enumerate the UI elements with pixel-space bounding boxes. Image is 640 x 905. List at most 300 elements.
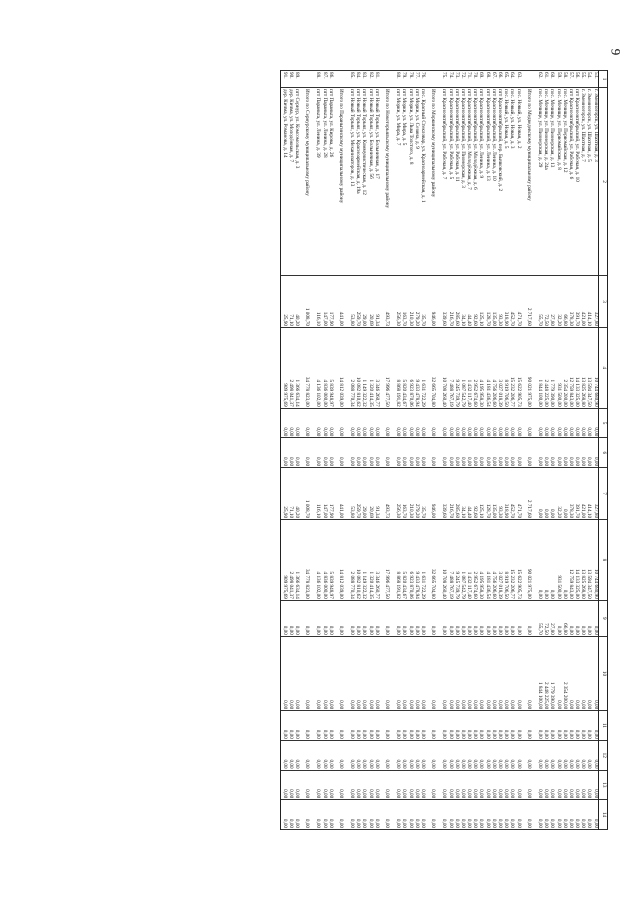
value-cell: 0,00 — [579, 600, 585, 636]
value-cell: 327,80 — [592, 468, 599, 520]
table-row — [536, 71, 542, 830]
value-cell: 1 320 414,35 — [367, 520, 373, 601]
value-cell: 0,00 — [293, 408, 299, 438]
value-cell: 0,00 — [573, 800, 579, 830]
row-number-cell: 86. — [327, 71, 333, 88]
table-row — [407, 71, 413, 830]
value-cell: 0,00 — [542, 468, 548, 520]
value-cell: 441,00 — [337, 276, 344, 328]
value-cell: 0,00 — [555, 740, 561, 770]
value-cell: 29,00 — [361, 276, 367, 328]
value-cell: 0,00 — [478, 408, 484, 438]
address-cell: пгт Краснооктябрьский, ул. Пионерская, д. 3 — [459, 88, 465, 276]
value-cell: 0,00 — [429, 711, 436, 741]
value-cell: 1 631 722,29 — [419, 328, 425, 409]
value-cell: 0,00 — [484, 408, 490, 438]
value-cell: 40,20 — [293, 276, 299, 328]
value-cell: 0,00 — [536, 740, 542, 770]
value-cell: 5 839 948,97 — [327, 520, 333, 601]
value-cell: 0,00 — [509, 438, 515, 468]
value-cell: 147,00 — [321, 276, 327, 328]
value-cell: 0,00 — [293, 740, 299, 770]
value-cell: 93,30 — [496, 276, 502, 328]
value-cell: 25,90 — [280, 276, 287, 328]
table-row — [401, 71, 407, 830]
value-cell: 0,00 — [413, 770, 419, 800]
value-cell: 0,00 — [465, 770, 471, 800]
value-cell: 0,00 — [383, 770, 390, 800]
value-cell: 1 844 100,00 — [536, 328, 542, 409]
value-cell: 414,10 — [586, 468, 592, 520]
value-cell: 0,00 — [419, 711, 425, 741]
value-cell: 0,00 — [419, 770, 425, 800]
value-cell: 0,00 — [354, 636, 360, 710]
value-cell: 0,00 — [471, 438, 477, 468]
value-cell: 0,00 — [586, 438, 592, 468]
row-number-cell: 82. — [367, 71, 373, 88]
value-cell: 0,00 — [367, 636, 373, 710]
district-total-row — [337, 71, 344, 830]
column-header-6: 6 — [599, 438, 608, 468]
value-cell: 0,00 — [502, 600, 508, 636]
value-cell: 0,00 — [542, 408, 548, 438]
value-cell: 0,00 — [394, 740, 400, 770]
value-cell: 0,00 — [536, 770, 542, 800]
value-cell: 0,00 — [490, 740, 496, 770]
value-cell: 5 839 948,97 — [327, 328, 333, 409]
value-cell: 0,00 — [315, 770, 321, 800]
value-cell: 216,70 — [447, 468, 453, 520]
value-cell: 0,00 — [348, 800, 354, 830]
table-row — [447, 71, 453, 830]
value-cell: 0,00 — [401, 636, 407, 710]
value-cell: 0,00 — [361, 438, 367, 468]
address-cell: пгт Морки, ул. Льва Толстого, д. 8 — [407, 88, 413, 276]
value-cell: 3 346 260,77 — [373, 328, 379, 409]
header-row — [599, 71, 608, 830]
value-cell: 71,10 — [287, 468, 293, 520]
value-cell: 0,00 — [429, 800, 436, 830]
row-number-cell: 78. — [407, 71, 413, 88]
value-cell: 0,00 — [287, 600, 293, 636]
column-header-3: 3 — [599, 276, 608, 328]
value-cell: 0,00 — [459, 408, 465, 438]
value-cell: 7 488 767,19 — [447, 520, 453, 601]
value-cell: 0,00 — [383, 438, 390, 468]
value-cell: 0,00 — [337, 438, 344, 468]
value-cell: 0,00 — [441, 600, 447, 636]
table-row — [542, 71, 548, 830]
value-cell: 0,00 — [478, 438, 484, 468]
value-cell: 493,73 — [383, 276, 390, 328]
value-cell: 909 975,69 — [280, 328, 287, 409]
value-cell: 0,00 — [419, 600, 425, 636]
row-number-cell: 72. — [459, 71, 465, 88]
value-cell: 0,00 — [586, 711, 592, 741]
value-cell: 0,00 — [496, 711, 502, 741]
value-cell: 0,00 — [496, 438, 502, 468]
value-cell: 0,00 — [459, 600, 465, 636]
value-cell: 0,00 — [361, 770, 367, 800]
value-cell: 0,00 — [419, 800, 425, 830]
address-cell: пос. Мочище, ул. Пионерская, д. 13 — [549, 88, 555, 276]
value-cell: 91,34 — [373, 468, 379, 520]
value-cell: 0,00 — [327, 600, 333, 636]
address-cell: пгт Новый Торъял, ул. Коммунистическая, д. 12 — [361, 88, 367, 276]
value-cell: 0,00 — [502, 800, 508, 830]
value-cell: 8 868 191,82 — [394, 520, 400, 601]
spacer-row — [437, 71, 441, 830]
address-cell: пос. Мочище, ул. Первомайская, д. 12 — [561, 88, 567, 276]
value-cell: 125,10 — [478, 468, 484, 520]
value-cell: 1 320 414,35 — [367, 328, 373, 409]
value-cell: 10 082 810,62 — [354, 328, 360, 409]
table-row — [592, 71, 599, 830]
value-cell: 4 136 102,00 — [315, 328, 321, 409]
value-cell: 32 665 704,80 — [429, 520, 436, 601]
value-cell: 0,00 — [515, 800, 521, 830]
value-cell: 0,00 — [447, 408, 453, 438]
value-cell: 0,00 — [287, 800, 293, 830]
value-cell: 0,00 — [401, 600, 407, 636]
value-cell: 339,60 — [441, 468, 447, 520]
value-cell: 2 354 200,00 — [561, 328, 567, 409]
value-cell: 0,00 — [573, 770, 579, 800]
value-cell: 0,00 — [471, 740, 477, 770]
value-cell: 0,00 — [367, 770, 373, 800]
value-cell: 0,00 — [354, 740, 360, 770]
value-cell: 0,00 — [459, 770, 465, 800]
value-cell: 0,00 — [478, 770, 484, 800]
value-cell: 0,00 — [401, 438, 407, 468]
value-cell: 2 952 674,60 — [471, 328, 477, 409]
value-cell: 55,70 — [536, 276, 542, 328]
value-cell: 0,00 — [509, 800, 515, 830]
value-cell: 0,00 — [502, 408, 508, 438]
district-total-row — [383, 71, 390, 830]
address-cell: пгт Параньга, ул. Кирова, д. 26 — [327, 88, 333, 276]
value-cell: 0,00 — [401, 770, 407, 800]
value-cell: 72,50 — [542, 276, 548, 328]
row-number-cell: 83. — [361, 71, 367, 88]
value-cell: 1 087 542,79 — [459, 520, 465, 601]
table-row — [484, 71, 490, 830]
value-cell: 0,00 — [586, 636, 592, 710]
value-cell: 17 996 477,50 — [383, 328, 390, 409]
value-cell: 0,00 — [567, 408, 573, 438]
value-cell: 0,00 — [515, 770, 521, 800]
value-cell: 1 432 117,40 — [465, 520, 471, 601]
value-cell: 279,20 — [413, 276, 419, 328]
value-cell: 0,00 — [573, 600, 579, 636]
value-cell: 0,00 — [321, 770, 327, 800]
value-cell: 0,00 — [383, 740, 390, 770]
value-cell: 0,00 — [348, 636, 354, 710]
value-cell: 93,30 — [496, 468, 502, 520]
value-cell: 0,00 — [525, 711, 532, 741]
value-cell: 946,00 — [429, 276, 436, 328]
column-header-9: 9 — [599, 600, 608, 636]
value-cell: 135,00 — [490, 468, 496, 520]
address-cell: пос. Новый, ул. Новая, д. 2 — [515, 88, 521, 276]
row-number-cell: 63. — [515, 71, 521, 88]
value-cell: 0,00 — [525, 740, 532, 770]
row-number-cell — [383, 71, 390, 88]
value-cell: 4 836 000,00 — [321, 328, 327, 409]
value-cell: 128,70 — [484, 276, 490, 328]
value-cell: 0,00 — [502, 438, 508, 468]
value-cell: 0,00 — [367, 408, 373, 438]
table-row — [478, 71, 484, 830]
value-cell: 0,00 — [555, 600, 561, 636]
value-cell: 0,00 — [361, 600, 367, 636]
value-cell: 0,00 — [447, 740, 453, 770]
value-cell: 0,00 — [293, 800, 299, 830]
value-cell: 2 354 200,00 — [561, 636, 567, 710]
value-cell: 128,70 — [484, 468, 490, 520]
value-cell: 931 500,00 — [555, 520, 561, 601]
value-cell: 0,00 — [471, 800, 477, 830]
value-cell: 0,00 — [321, 636, 327, 710]
value-cell: 4 756 206,60 — [490, 328, 496, 409]
column-header-8: 8 — [599, 520, 608, 601]
address-cell: пос. Новый, ул. Новая, д. 3 — [509, 88, 515, 276]
value-cell: 0,00 — [373, 438, 379, 468]
address-cell: пгт Краснооктябрьский, ул. Рабочая, д. 11 — [453, 88, 459, 276]
value-cell: 72,50 — [542, 600, 548, 636]
value-cell: 0,00 — [561, 438, 567, 468]
table-row — [441, 71, 447, 830]
table-row — [419, 71, 425, 830]
value-cell: 0,00 — [280, 600, 287, 636]
value-cell: 0,00 — [478, 711, 484, 741]
value-cell: 0,00 — [287, 770, 293, 800]
row-number-cell: 90. — [287, 71, 293, 88]
value-cell: 0,00 — [592, 800, 599, 830]
value-cell: 0,00 — [280, 636, 287, 710]
value-cell: 34,10 — [459, 276, 465, 328]
value-cell: 7 488 767,19 — [447, 328, 453, 409]
value-cell: 0,00 — [549, 800, 555, 830]
value-cell: 0,00 — [394, 800, 400, 830]
row-number-cell: 62. — [536, 71, 542, 88]
column-header-13: 13 — [599, 770, 608, 800]
value-cell: 0,00 — [321, 408, 327, 438]
value-cell: 0,00 — [367, 740, 373, 770]
value-cell: 210,30 — [407, 468, 413, 520]
value-cell: 216,70 — [447, 276, 453, 328]
value-cell: 13 825 268,80 — [579, 328, 585, 409]
value-cell: 0,00 — [361, 408, 367, 438]
column-header-7: 7 — [599, 468, 608, 520]
value-cell: 0,00 — [579, 800, 585, 830]
row-number-cell: 65. — [502, 71, 508, 88]
value-cell: 0,00 — [373, 600, 379, 636]
value-cell: 0,00 — [383, 600, 390, 636]
value-cell: 14 812 039,00 — [337, 328, 344, 409]
address-cell: Итого по Сернурскому муниципальному району — [303, 88, 310, 276]
address-cell: пгт Морки, ул. Мира, д. 5 — [401, 88, 407, 276]
value-cell: 55,70 — [536, 600, 542, 636]
value-cell: 0,00 — [453, 770, 459, 800]
value-cell: 0,00 — [337, 636, 344, 710]
value-cell: 0,00 — [321, 711, 327, 741]
address-cell: пгт Параньга, ул. Ленина, д. 39 — [315, 88, 321, 276]
table-row — [287, 71, 293, 830]
value-cell: 0,00 — [303, 408, 310, 438]
row-number-cell: 87. — [321, 71, 327, 88]
value-cell: 0,00 — [465, 438, 471, 468]
value-cell: 0,00 — [586, 740, 592, 770]
value-cell: 0,00 — [441, 800, 447, 830]
value-cell: 0,00 — [525, 636, 532, 710]
value-cell: 452,70 — [509, 468, 515, 520]
table-row — [586, 71, 592, 830]
value-cell: 0,00 — [407, 600, 413, 636]
value-cell: 0,00 — [348, 740, 354, 770]
value-cell: 0,00 — [321, 740, 327, 770]
value-cell: 32,20 — [555, 276, 561, 328]
value-cell: 0,00 — [592, 636, 599, 710]
value-cell: 0,00 — [293, 770, 299, 800]
value-cell: 0,00 — [490, 770, 496, 800]
value-cell: 0,00 — [407, 408, 413, 438]
value-cell: 0,00 — [478, 600, 484, 636]
value-cell: 1 087 542,79 — [459, 328, 465, 409]
value-cell: 0,00 — [561, 468, 567, 520]
value-cell: 0,00 — [561, 711, 567, 741]
value-cell: 0,00 — [447, 600, 453, 636]
row-number-cell: 53. — [592, 71, 599, 88]
value-cell: 259,70 — [354, 276, 360, 328]
value-cell: 4 181 436,54 — [484, 328, 490, 409]
value-cell: 0,00 — [453, 636, 459, 710]
value-cell: 0,00 — [496, 600, 502, 636]
table-row — [361, 71, 367, 830]
value-cell: 0,00 — [484, 438, 490, 468]
value-cell: 421,00 — [579, 276, 585, 328]
value-cell: 0,00 — [447, 800, 453, 830]
value-cell: 0,00 — [413, 636, 419, 710]
value-cell: 0,00 — [373, 770, 379, 800]
value-cell: 0,00 — [478, 740, 484, 770]
value-cell: 0,00 — [321, 438, 327, 468]
value-cell: 0,00 — [394, 600, 400, 636]
district-total-row — [525, 71, 532, 830]
value-cell: 0,00 — [509, 740, 515, 770]
address-cell: пос. Мочище, ул. Первомайская, д. 8 — [555, 88, 561, 276]
row-number-cell — [303, 71, 310, 88]
value-cell: 0,00 — [490, 711, 496, 741]
value-cell: 0,00 — [315, 711, 321, 741]
value-cell: 29,00 — [361, 468, 367, 520]
value-cell: 0,00 — [407, 800, 413, 830]
value-cell: 0,00 — [413, 600, 419, 636]
value-cell: 163,70 — [401, 276, 407, 328]
address-cell: Итого по Новоторъяльскому муниципальному району — [383, 88, 390, 276]
value-cell: 0,00 — [525, 800, 532, 830]
value-cell: 0,00 — [471, 711, 477, 741]
value-cell: 0,00 — [348, 438, 354, 468]
value-cell: 0,00 — [509, 770, 515, 800]
row-number-cell — [525, 71, 532, 88]
value-cell: 2 448 225,00 — [542, 328, 548, 409]
value-cell: 0,00 — [280, 740, 287, 770]
value-cell: 0,00 — [383, 711, 390, 741]
value-cell: 0,00 — [303, 740, 310, 770]
value-cell: 0,00 — [429, 600, 436, 636]
value-cell: 0,00 — [465, 711, 471, 741]
value-cell: 0,00 — [354, 438, 360, 468]
value-cell: 0,00 — [287, 408, 293, 438]
value-cell: 0,00 — [293, 636, 299, 710]
table-body — [280, 71, 598, 830]
value-cell: 0,00 — [293, 600, 299, 636]
value-cell: 318,90 — [502, 468, 508, 520]
value-cell: 2 448 225,00 — [542, 636, 548, 710]
value-cell: 493,73 — [383, 468, 390, 520]
value-cell: 2 088 770,34 — [348, 328, 354, 409]
value-cell: 20,69 — [367, 468, 373, 520]
value-cell: 53,80 — [348, 276, 354, 328]
value-cell: 0,00 — [515, 711, 521, 741]
value-cell: 0,00 — [525, 600, 532, 636]
address-cell: пгт Новый Торъял, ул. Больничная, д. 17 — [373, 88, 379, 276]
value-cell: 0,00 — [337, 800, 344, 830]
value-cell: 91,34 — [373, 276, 379, 328]
address-cell: пгт Новый Торъял, ул. Больничная, д. 5б — [367, 88, 373, 276]
column-header-12: 12 — [599, 740, 608, 770]
value-cell: 0,00 — [327, 408, 333, 438]
spacer-row — [390, 71, 394, 830]
row-number-cell: 79. — [401, 71, 407, 88]
value-cell: 1 008,70 — [303, 276, 310, 328]
value-cell: 0,00 — [327, 438, 333, 468]
value-cell: 0,00 — [502, 770, 508, 800]
value-cell: 0,00 — [484, 636, 490, 710]
value-cell: 0,00 — [484, 740, 490, 770]
value-cell: 10 708 260,40 — [441, 520, 447, 601]
value-cell: 1 366 634,14 — [293, 520, 299, 601]
value-cell: 0,00 — [586, 770, 592, 800]
value-cell: 0,00 — [542, 711, 548, 741]
value-cell: 40,20 — [293, 468, 299, 520]
value-cell: 0,00 — [413, 438, 419, 468]
value-cell: 0,00 — [567, 636, 573, 710]
value-cell: 0,00 — [367, 600, 373, 636]
table-row — [502, 71, 508, 830]
value-cell: 2 717,60 — [525, 468, 532, 520]
value-cell: 0,00 — [419, 408, 425, 438]
value-cell: 0,00 — [287, 438, 293, 468]
value-cell: 0,00 — [419, 438, 425, 468]
value-cell: 0,00 — [287, 711, 293, 741]
table-row — [327, 71, 333, 830]
value-cell: 0,00 — [459, 438, 465, 468]
row-number-cell: 56. — [573, 71, 579, 88]
value-cell: 0,00 — [453, 711, 459, 741]
value-cell: 0,00 — [419, 740, 425, 770]
value-cell: 0,00 — [280, 800, 287, 830]
value-cell: 0,00 — [561, 520, 567, 601]
value-cell: 4 195 958,30 — [478, 520, 484, 601]
value-cell: 147,00 — [321, 468, 327, 520]
value-cell: 0,00 — [401, 740, 407, 770]
table-row — [555, 71, 561, 830]
value-cell: 0,00 — [592, 740, 599, 770]
value-cell: 0,00 — [447, 438, 453, 468]
value-cell: 0,00 — [373, 711, 379, 741]
